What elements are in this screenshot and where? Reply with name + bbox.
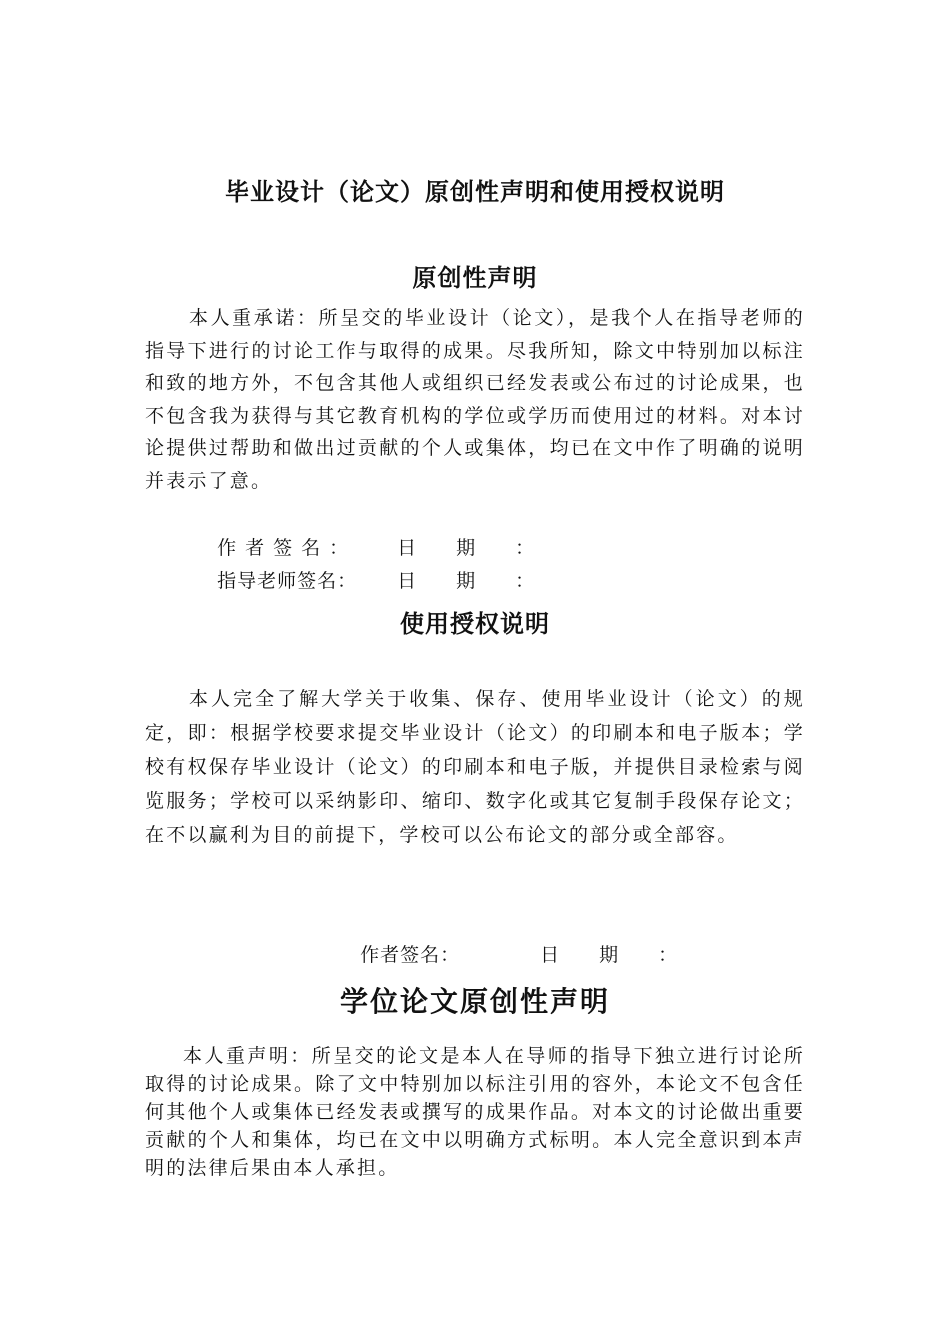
thesis-originality-body: 本人重声明：所呈交的论文是本人在导师的指导下独立进行讨论所取得的讨论成果。除了文中特别加以标注引用的容外，本论文不包含任何其他个人或集体已经发表或撰写的成果作品。对本文的讨论做出重要贡献的个人和集体，均已在文中以明确方式标明。本人完全意识到本声明的法律后果由本人承担。 xyxy=(145,1045,805,1179)
thesis-originality-heading: 学位论文原创性声明 xyxy=(339,985,610,1018)
authorization-heading: 使用授权说明 xyxy=(400,609,550,638)
authorization-signature-label: 作者签名： xyxy=(360,944,461,966)
advisor-date-label: 日期： xyxy=(397,570,575,592)
document-title: 毕业设计（论文）原创性声明和使用授权说明 xyxy=(225,177,725,206)
authorization-date-label: 日期： xyxy=(540,944,718,966)
authorization-body: 本人完全了解大学关于收集、保存、使用毕业设计（论文）的规定，即：根据学校要求提交毕业设计（论文）的印刷本和电子版本；学校有权保存毕业设计（论文）的印刷本和电子版，并提供目录检索与阅览服务；学校可以采纳影印、缩印、数字化或其它复制手段保存论文；在不以赢利为目的前提下，学校可以公布论文的部分或全部容。 xyxy=(145,688,805,846)
author-date-label: 日期： xyxy=(397,537,575,559)
author-signature-label: 作者签名： xyxy=(217,537,358,559)
originality-heading: 原创性声明 xyxy=(412,263,538,292)
advisor-signature-label: 指导老师签名： xyxy=(217,570,358,592)
originality-body: 本人重承诺：所呈交的毕业设计（论文），是我个人在指导老师的指导下进行的讨论工作与取得的成果。尽我所知，除文中特别加以标注和致的地方外，不包含其他人或组织已经发表或公布过的讨论成果，也不包含我为获得与其它教育机构的学位或学历而使用过的材料。对本讨论提供过帮助和做出过贡献的个人或集体，均已在文中作了明确的说明并表示了意。 xyxy=(145,307,805,492)
